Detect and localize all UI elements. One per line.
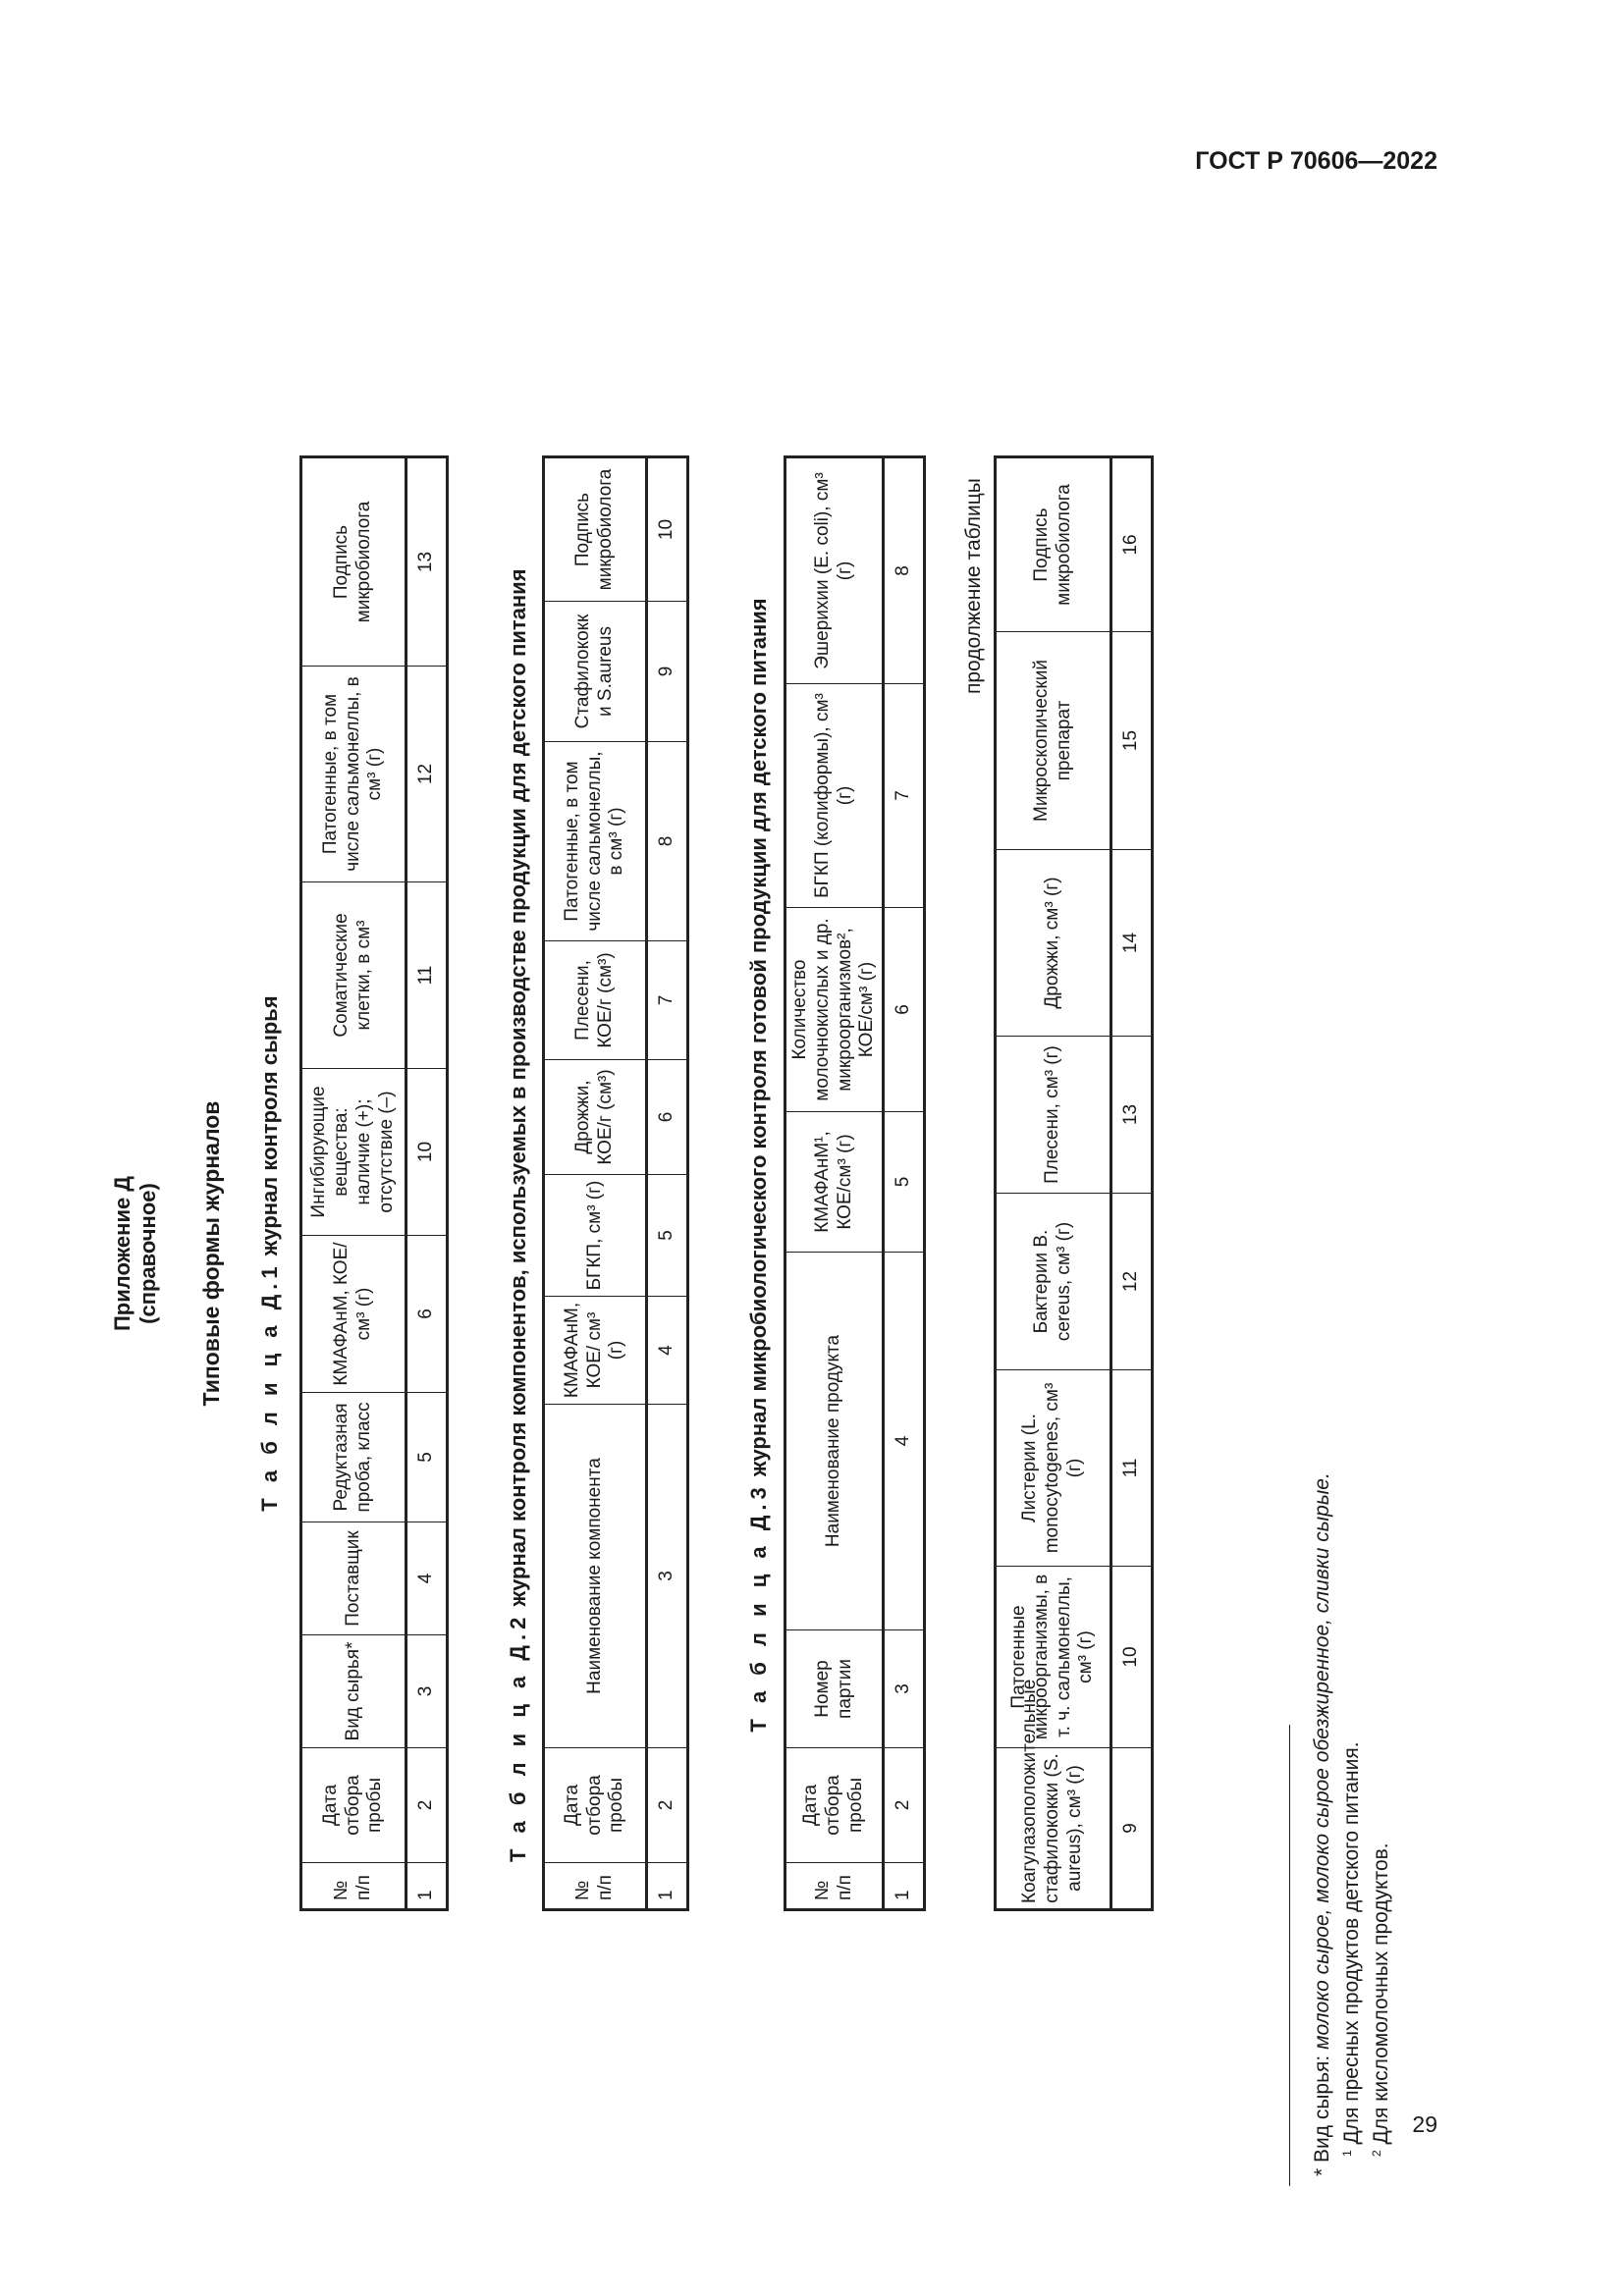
t3-n-1: 1	[884, 1863, 925, 1910]
t3-h-lactic: Количество молочнокислых и др. микроорганизмов², КОЕ/см³ (г)	[785, 908, 884, 1112]
t3c-h-pathogens: Патогенные микроорганизмы, в т. ч. сальмонеллы, см³ (г)	[996, 1567, 1111, 1748]
t1-h-supplier: Поставщик	[301, 1522, 406, 1635]
t3c-n-13: 13	[1111, 1037, 1153, 1194]
t3c-n-16: 16	[1111, 457, 1153, 632]
t1-h-pathogens: Патогенные, в том числе сальмонеллы, в см³ (г)	[301, 667, 406, 882]
table-d2	[542, 455, 689, 1911]
t2-h-num: № п/п	[544, 1863, 647, 1910]
t3-h-kmafanm: КМАФАнМ¹, КОЕ/см³ (г)	[785, 1112, 884, 1253]
t2-h-component: Наименование компонента	[544, 1405, 647, 1748]
t2-h-signature: Подпись микробиолога	[544, 457, 647, 602]
t2-h-pathogens: Патогенные, в том числе сальмонеллы, в см³ (г)	[544, 742, 647, 941]
appendix-subtitle: (справочное)	[135, 1183, 160, 1324]
t3-n-8: 8	[884, 457, 925, 684]
table3-caption	[746, 478, 772, 1852]
t1-h-somatic: Соматические клетки, в см³	[301, 882, 406, 1069]
t2-n-6: 6	[647, 1060, 688, 1175]
t3c-h-microscopy: Микроскопический препарат	[996, 632, 1111, 850]
footnote-rule	[1289, 1725, 1290, 2186]
t2-n-3: 3	[647, 1405, 688, 1748]
t3c-n-15: 15	[1111, 632, 1153, 850]
page-number: 29	[1412, 2111, 1437, 2137]
t3c-h-bcereus: Бактерии B. cereus, см³ (г)	[996, 1194, 1111, 1370]
t3c-n-10: 10	[1111, 1567, 1153, 1748]
t1-n-8: 11	[406, 882, 448, 1069]
t1-n-10: 13	[406, 457, 448, 667]
footnote-star-prefix: * Вид сырья:	[1311, 2049, 1333, 2176]
t2-n-1: 1	[647, 1863, 688, 1910]
t2-n-8: 8	[647, 742, 688, 941]
table-d3-continuation	[994, 455, 1154, 1911]
t1-h-signature: Подпись микробиолога	[301, 457, 406, 667]
t1-n-1: 1	[406, 1863, 448, 1910]
rotated-page-content	[110, 223, 1534, 2186]
continuation-label: продолжение таблицы	[962, 478, 985, 694]
footnote-star-text: молоко сырое, молоко сырое обезжиренное, сливки сырые.	[1311, 1472, 1333, 2050]
t2-n-2: 2	[647, 1748, 688, 1863]
t1-h-reductase: Редуктазная проба, класс	[301, 1393, 406, 1522]
t2-h-staph: Стафилококк и S.aureus	[544, 602, 647, 742]
t2-h-mold: Плесени, КОЕ/г (см³)	[544, 941, 647, 1060]
footnote-2	[1369, 1842, 1393, 2157]
appendix-title-line: Приложение Д	[110, 1176, 135, 1331]
standard-id: ГОСТ Р 70606—2022	[1195, 147, 1437, 175]
t3-h-bgkp: БГКП (колиформы), см³ (г)	[785, 684, 884, 908]
t3-h-num: № п/п	[785, 1863, 884, 1910]
t3c-h-yeast: Дрожжи, см³ (г)	[996, 850, 1111, 1037]
table1-label: Т а б л и ц а Д.1	[257, 1261, 282, 1512]
t2-h-date: Дата отбора пробы	[544, 1748, 647, 1863]
t3c-n-11: 11	[1111, 1370, 1153, 1567]
table2-caption	[506, 488, 531, 1862]
t2-h-yeast: Дрожжи, КОЕ/г (см³)	[544, 1060, 647, 1175]
t3-n-4: 4	[884, 1253, 925, 1630]
appendix-heading: Типовые формы журналов	[198, 1100, 224, 1407]
t1-h-date: Дата отбора пробы	[301, 1748, 406, 1863]
footnote-star	[1310, 1472, 1334, 2176]
t3c-n-12: 12	[1111, 1194, 1153, 1370]
footnote-1-marker: 1	[1340, 2150, 1354, 2157]
table1-caption	[257, 861, 283, 1646]
t1-n-9: 12	[406, 667, 448, 882]
t1-n-7: 10	[406, 1069, 448, 1236]
t3-n-7: 7	[884, 684, 925, 908]
footnote-2-marker: 2	[1370, 2150, 1383, 2157]
t1-h-inhibitors: Ингибирующие вещества: наличие (+); отсутствие (–)	[301, 1069, 406, 1236]
t1-n-4: 4	[406, 1522, 448, 1635]
t3-h-product: Наименование продукта	[785, 1253, 884, 1630]
t3c-h-mold: Плесени, см³ (г)	[996, 1037, 1111, 1194]
t2-h-bgkp: БГКП, см³ (г)	[544, 1175, 647, 1297]
t2-n-10: 10	[647, 457, 688, 602]
table1-title: журнал контроля сырья	[257, 995, 282, 1256]
footnote-1-text: Для пресных продуктов детского питания.	[1340, 1741, 1363, 2145]
t2-n-9: 9	[647, 602, 688, 742]
table3-title: журнал микробиологического контроля готовой продукции для детского питания	[746, 598, 771, 1477]
t3c-h-signature: Подпись микробиолога	[996, 457, 1111, 632]
table3-label: Т а б л и ц а Д.3	[746, 1482, 771, 1733]
t1-h-type: Вид сырья*	[301, 1635, 406, 1748]
table-d3	[784, 455, 926, 1911]
t3-n-2: 2	[884, 1748, 925, 1863]
t3c-h-staph: Коагулазоположительные стафилококки (S. aureus), см³ (г)	[996, 1748, 1111, 1910]
footnote-1	[1339, 1741, 1364, 2157]
table-d1	[299, 455, 449, 1911]
t1-n-5: 5	[406, 1393, 448, 1522]
t1-n-3: 3	[406, 1635, 448, 1748]
t1-n-2: 2	[406, 1748, 448, 1863]
t2-n-7: 7	[647, 941, 688, 1060]
t3-h-ecoli: Эшерихии (E. coli), см³ (г)	[785, 457, 884, 684]
table2-title: журнал контроля компонентов, используемых в производстве продукции для детского питания	[506, 568, 530, 1607]
t3-n-3: 3	[884, 1630, 925, 1748]
t3-h-batch: Номер партии	[785, 1630, 884, 1748]
table2-label: Т а б л и ц а Д.2	[506, 1612, 530, 1862]
t3c-h-listeria: Листерии (L. monocytogenes, см³ (г)	[996, 1370, 1111, 1567]
t2-n-5: 5	[647, 1175, 688, 1297]
t1-h-kmafanm: КМАФАнМ, КОЕ/см³ (г)	[301, 1236, 406, 1393]
t3c-n-14: 14	[1111, 850, 1153, 1037]
t2-h-kmafanm: КМАФАнМ, КОЕ/ см³ (г)	[544, 1297, 647, 1405]
appendix-title	[110, 861, 161, 1646]
t3-n-5: 5	[884, 1112, 925, 1253]
t3-h-date: Дата отбора пробы	[785, 1748, 884, 1863]
t2-n-4: 4	[647, 1297, 688, 1405]
footnote-2-text: Для кисломолочных продуктов.	[1370, 1842, 1392, 2145]
t1-h-num: № п/п	[301, 1863, 406, 1910]
t3-n-6: 6	[884, 908, 925, 1112]
t3c-n-9: 9	[1111, 1748, 1153, 1910]
t1-n-6: 6	[406, 1236, 448, 1393]
